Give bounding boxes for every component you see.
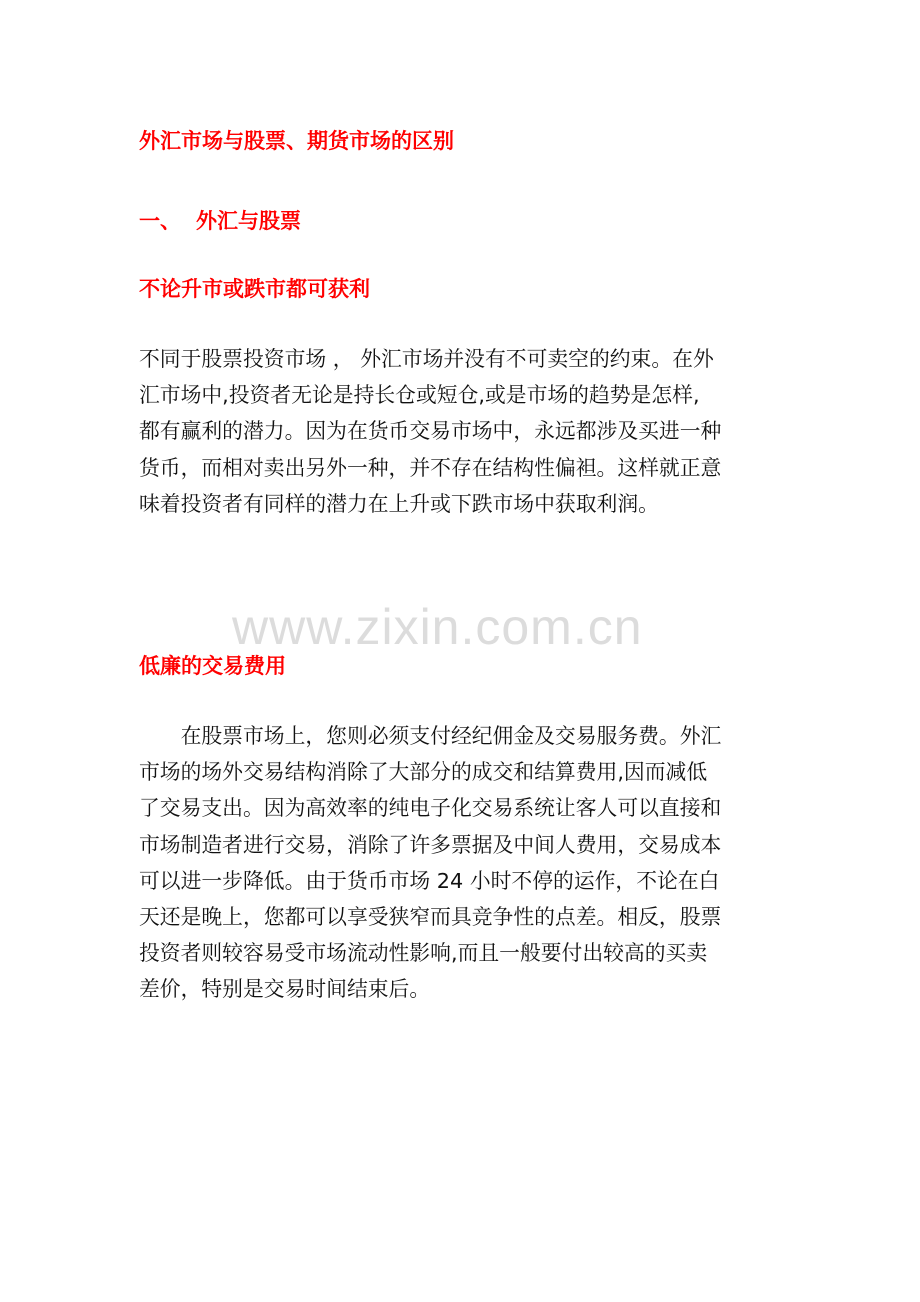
paragraph-line: 味着投资者有同样的潜力在上升或下跌市场中获取利润。 [139,491,659,516]
section-heading [139,206,301,236]
subsection-heading-profit: 不论升市或跌市都可获利 [139,277,370,301]
section-heading-text: 外汇与股票 [196,209,301,233]
paragraph-line: 市场的场外交易结构消除了大部分的成交和结算费用,因而减低 [139,760,708,785]
paragraph-line: 汇市场中,投资者无论是持长仓或短仓,或是市场的趋势是怎样, [139,383,700,408]
watermark: www.zixin.com.cn [232,599,643,655]
paragraph-line: 天还是晚上，您都可以享受狭窄而具竞争性的点差。相反，股票 [139,905,722,930]
paragraph-line: 都有赢利的潜力。因为在货币交易市场中，永远都涉及买进一种 [139,419,722,444]
paragraph-line: 投资者则较容易受市场流动性影响,而且一般要付出较高的买卖 [139,941,708,966]
section-number: 一、 [139,209,181,233]
paragraph-line: 差价，特别是交易时间结束后。 [139,977,431,1002]
paragraph-line: 可以进一步降低。由于货币市场 24 小时不停的运作，不论在白 [139,868,720,893]
paragraph-line: 货币，而相对卖出另外一种，并不存在结构性偏袒。这样就正意 [139,455,722,480]
paragraph-line: 市场制造者进行交易，消除了许多票据及中间人费用，交易成本 [139,832,722,857]
paragraph-profit [139,341,784,522]
subsection-heading-fees: 低廉的交易费用 [139,654,286,678]
document-title: 外汇市场与股票、期货市场的区别 [139,129,454,153]
paragraph-line: 在股票市场上，您则必须支付经纪佣金及交易服务费。外汇 [139,724,722,748]
paragraph-line: 了交易支出。因为高效率的纯电子化交易系统让客人可以直接和 [139,796,722,821]
paragraph-fees [139,718,784,1008]
paragraph-line: 不同于股票投资市场 ， 外汇市场并没有不可卖空的约束。在外 [139,347,714,371]
